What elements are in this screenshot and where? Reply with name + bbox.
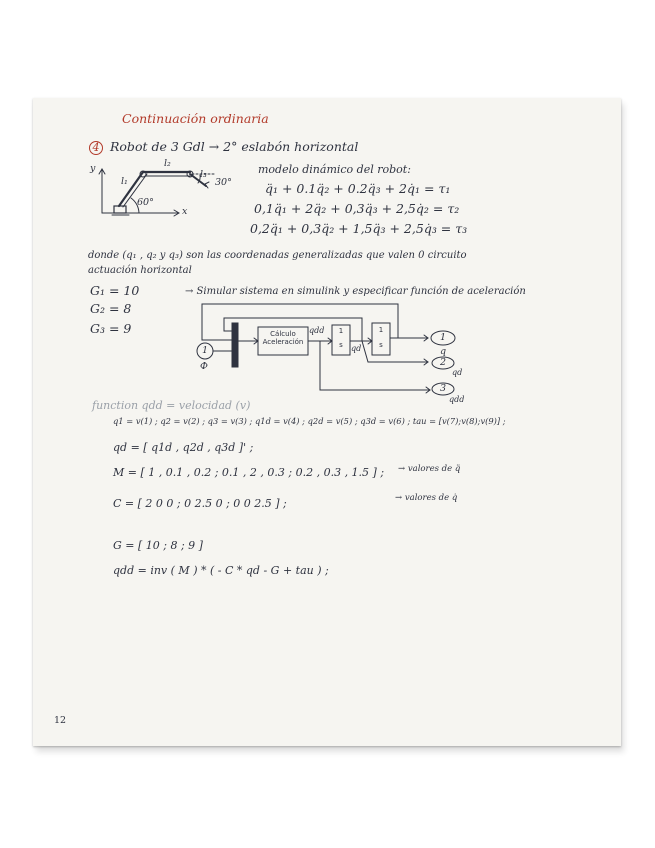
robot-link3-label: l₃ [200,169,207,180]
signal-qdd-label: qdd [309,326,325,335]
integrator-1-num: 1 [338,327,344,335]
input-port-number: 1 [202,345,209,356]
problem-number: 4 [92,141,100,154]
page-heading: Continuación ordinaria [122,111,269,126]
code-line-5: C = [ 2 0 0 ; 0 2.5 0 ; 0 0 2.5 ] ; [113,497,287,510]
code-line-2: q1 = v(1) ; q2 = v(2) ; q3 = v(3) ; q1d = v(4) ; q2d = v(5) ; q3d = v(6) ; tau = [v(7);v(8);v(9)] ; [113,416,506,426]
model-title: modelo dinámico del robot: [258,163,411,176]
code-line-7: qdd = inv ( M ) * ( - C * qd - G + tau ) ; [113,564,329,577]
description-line-2: actuación horizontal [88,265,192,276]
mux-bar [232,323,238,367]
integrator-2-num: 1 [378,326,384,334]
out1-port-label: q [440,346,447,357]
robot-axis-y-label: y [90,163,96,174]
page-number: 12 [54,715,67,726]
gravity-g2: G₂ = 8 [90,301,132,316]
out3-port-number: 3 [440,383,447,394]
calc-block-label [258,331,308,346]
model-equation-3: 0,2q̈₁ + 0,3q̈₂ + 1,5q̈₃ + 2,5q̇₃ = τ₃ [250,221,468,236]
out3-port-label: qdd [449,395,465,404]
out2-port-number: 2 [440,357,447,368]
simulate-note: → Simular sistema en simulink y especificar función de aceleración [185,286,526,297]
code-line-1: function qdd = velocidad (v) [92,399,251,412]
code-line-6: G = [ 10 ; 8 ; 9 ] [113,539,203,552]
robot-link1-label: l₁ [121,176,128,187]
out1-port-number: 1 [440,332,447,343]
signal-qd-label: qd [351,344,362,353]
problem-title: Robot de 3 Gdl → 2° eslabón horizontal [110,139,359,154]
gravity-g1: G₁ = 10 [90,283,140,298]
model-equation-2: 0,1q̈₁ + 2q̈₂ + 0,3q̈₃ + 2,5q̇₂ = τ₂ [254,201,460,216]
code-line-3: qd = [ q1d , q2d , q3d ]' ; [113,441,254,454]
model-equation-1: q̈₁ + 0.1q̈₂ + 0.2q̈₃ + 2q̇₁ = τ₁ [265,181,451,196]
description-line-1: donde (q₁ , q₂ y q₃) son las coordenadas generalizadas que valen 0 circuito [88,250,467,261]
robot-angle1-label: 60° [137,197,154,208]
integrator-2-den: s [379,341,383,349]
out2-port-label: qd [452,368,463,377]
robot-link2-label: l₂ [164,158,171,169]
integrator-1-den: s [339,341,343,349]
code-line-5-note: → valores de q̇ [395,493,458,503]
code-line-4: M = [ 1 , 0.1 , 0.2 ; 0.1 , 2 , 0.3 ; 0.2 , 0.3 , 1.5 ] ; [113,466,385,479]
calc-block-line-2: Aceleración [262,337,304,346]
robot-angle3-label: 30° [215,177,232,188]
robot-base [114,206,126,213]
calc-block-line-1: Cálculo [270,330,296,338]
robot-axis-x-label: x [182,206,188,217]
input-port-label: Ф [200,361,208,372]
gravity-g3: G₃ = 9 [90,321,132,336]
code-line-4-note: → valores de q̈ [398,464,461,474]
